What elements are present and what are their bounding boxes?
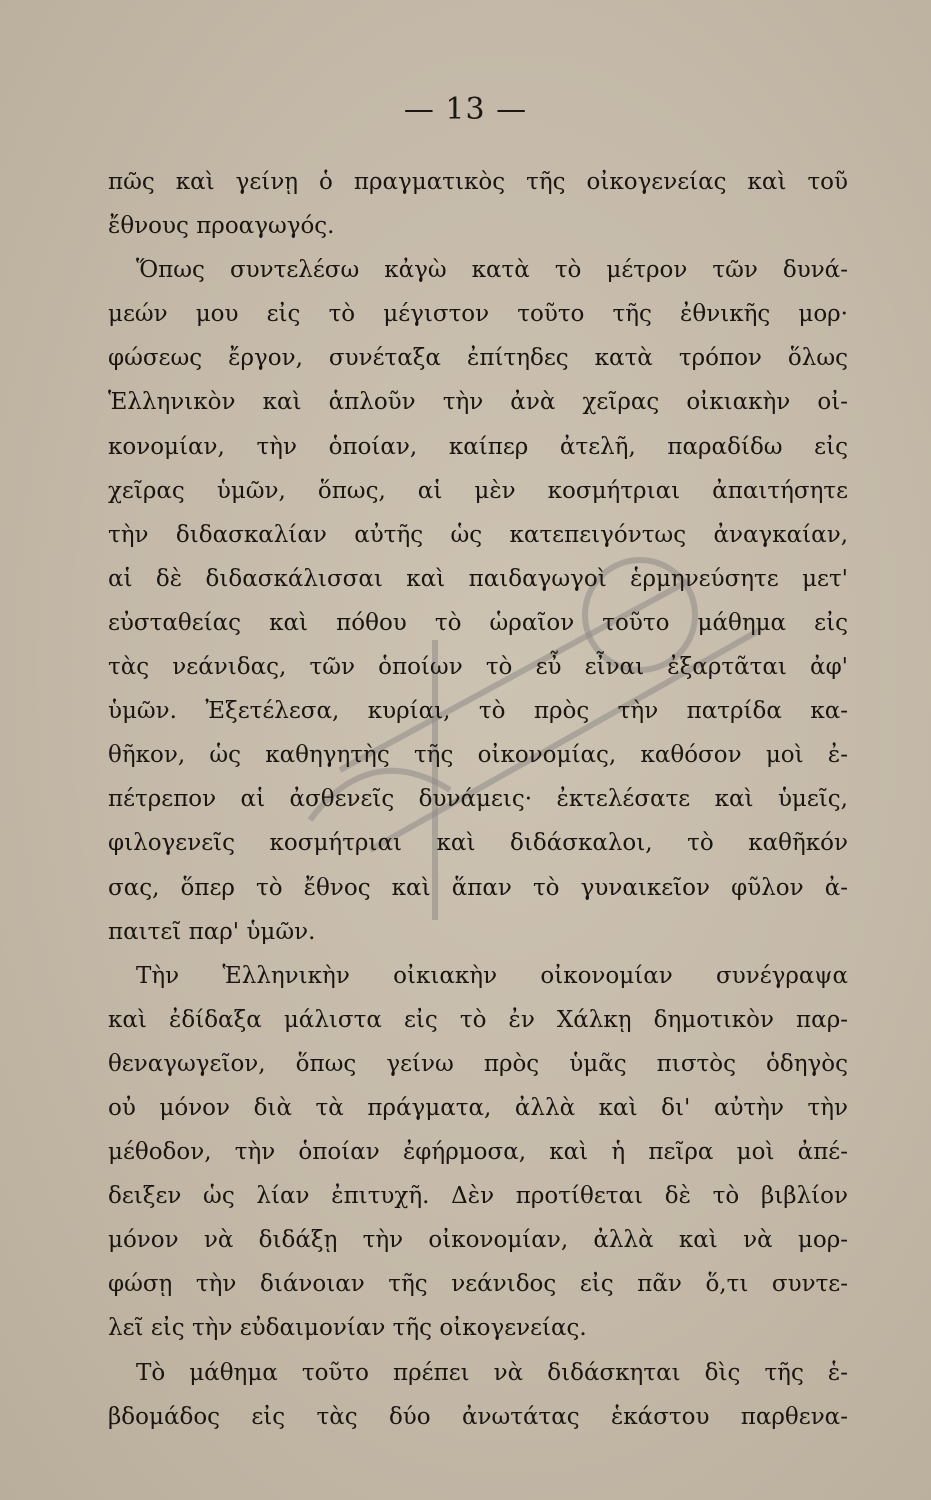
text-line: Τὸ μάθημα τοῦτο πρέπει νὰ διδάσκηται δὶς τῆς ἑ- bbox=[136, 1359, 848, 1386]
text-line: θῆκον, ὡς καθηγητὴς τῆς οἰκονομίας, καθόσον μοὶ ἐ- bbox=[108, 742, 848, 769]
body-text bbox=[108, 160, 848, 1439]
text-line: φώσῃ τὴν διάνοιαν τῆς νεάνιδος εἰς πᾶν ὅ,τι συντε- bbox=[108, 1271, 848, 1298]
text-line: λεῖ εἰς τὴν εὐδαιμονίαν τῆς οἰκογενείας. bbox=[108, 1315, 587, 1342]
text-line: μόνον νὰ διδάξῃ τὴν οἰκονομίαν, ἀλλὰ καὶ νὰ μορ- bbox=[108, 1227, 848, 1254]
text-line: πῶς καὶ γείνῃ ὁ πραγματικὸς τῆς οἰκογενείας καὶ τοῦ bbox=[108, 169, 848, 195]
text-line: παιτεῖ παρ' ὑμῶν. bbox=[108, 918, 316, 945]
text-line: τὴν διδασκαλίαν αὐτῆς ὡς κατεπειγόντως ἀναγκαίαν, bbox=[108, 521, 848, 548]
text-line: Ἑλληνικὸν καὶ ἁπλοῦν τὴν ἀνὰ χεῖρας οἰκιακὴν οἰ- bbox=[108, 389, 848, 416]
text-line: βδομάδος εἰς τὰς δύο ἀνωτάτας ἑκάστου παρθενα- bbox=[108, 1403, 848, 1430]
text-line: θεναγωγεῖον, ὅπως γείνω πρὸς ὑμᾶς πιστὸς ὁδηγὸς bbox=[108, 1050, 848, 1077]
text-line: καὶ ἐδίδαξα μάλιστα εἰς τὸ ἐν Χάλκῃ δημοτικὸν παρ- bbox=[108, 1006, 848, 1033]
text-line: σας, ὅπερ τὸ ἔθνος καὶ ἅπαν τὸ γυναικεῖον φῦλον ἀ- bbox=[108, 874, 848, 901]
page-number: — 13 — bbox=[403, 92, 528, 127]
text-line: κονομίαν, τὴν ὁποίαν, καίπερ ἀτελῆ, παραδίδω εἰς bbox=[108, 433, 848, 460]
text-line: πέτρεπον αἱ ἀσθενεῖς δυνάμεις· ἐκτελέσατε καὶ ὑμεῖς, bbox=[108, 786, 848, 813]
text-line: μεών μου εἰς τὸ μέγιστον τοῦτο τῆς ἐθνικῆς μορ· bbox=[108, 301, 848, 328]
text-line: φιλογενεῖς κοσμήτριαι καὶ διδάσκαλοι, τὸ καθῆκόν bbox=[108, 830, 848, 857]
text-line: Ὅπως συντελέσω κἀγὼ κατὰ τὸ μέτρον τῶν δυνά- bbox=[136, 257, 848, 284]
text-line: χεῖρας ὑμῶν, ὅπως, αἱ μὲν κοσμήτριαι ἀπαιτήσητε bbox=[108, 477, 848, 504]
text-line: εὐσταθείας καὶ πόθου τὸ ὡραῖον τοῦτο μάθημα εἰς bbox=[108, 609, 848, 636]
text-line: οὐ μόνον διὰ τὰ πράγματα, ἀλλὰ καὶ δι' αὐτὴν τὴν bbox=[108, 1094, 848, 1121]
text-line: ὑμῶν. Ἐξετέλεσα, κυρίαι, τὸ πρὸς τὴν πατρίδα κα- bbox=[108, 698, 848, 725]
text-line: ἔθνους προαγωγός. bbox=[108, 213, 335, 240]
text-line: δειξεν ὡς λίαν ἐπιτυχῆ. Δὲν προτίθεται δὲ τὸ βιβλίον bbox=[108, 1183, 848, 1210]
text-line: Τὴν Ἑλληνικὴν οἰκιακὴν οἰκονομίαν συνέγραψα bbox=[136, 962, 848, 989]
text-line: μέθοδον, τὴν ὁποίαν ἐφήρμοσα, καὶ ἡ πεῖρα μοὶ ἀπέ- bbox=[108, 1139, 848, 1166]
text-line: τὰς νεάνιδας, τῶν ὁποίων τὸ εὖ εἶναι ἐξαρτᾶται ἀφ' bbox=[108, 654, 848, 681]
text-line: φώσεως ἔργον, συνέταξα ἐπίτηδες κατὰ τρόπον ὅλως bbox=[108, 345, 848, 372]
text-line: αἱ δὲ διδασκάλισσαι καὶ παιδαγωγοὶ ἑρμηνεύσητε μετ' bbox=[108, 565, 848, 592]
